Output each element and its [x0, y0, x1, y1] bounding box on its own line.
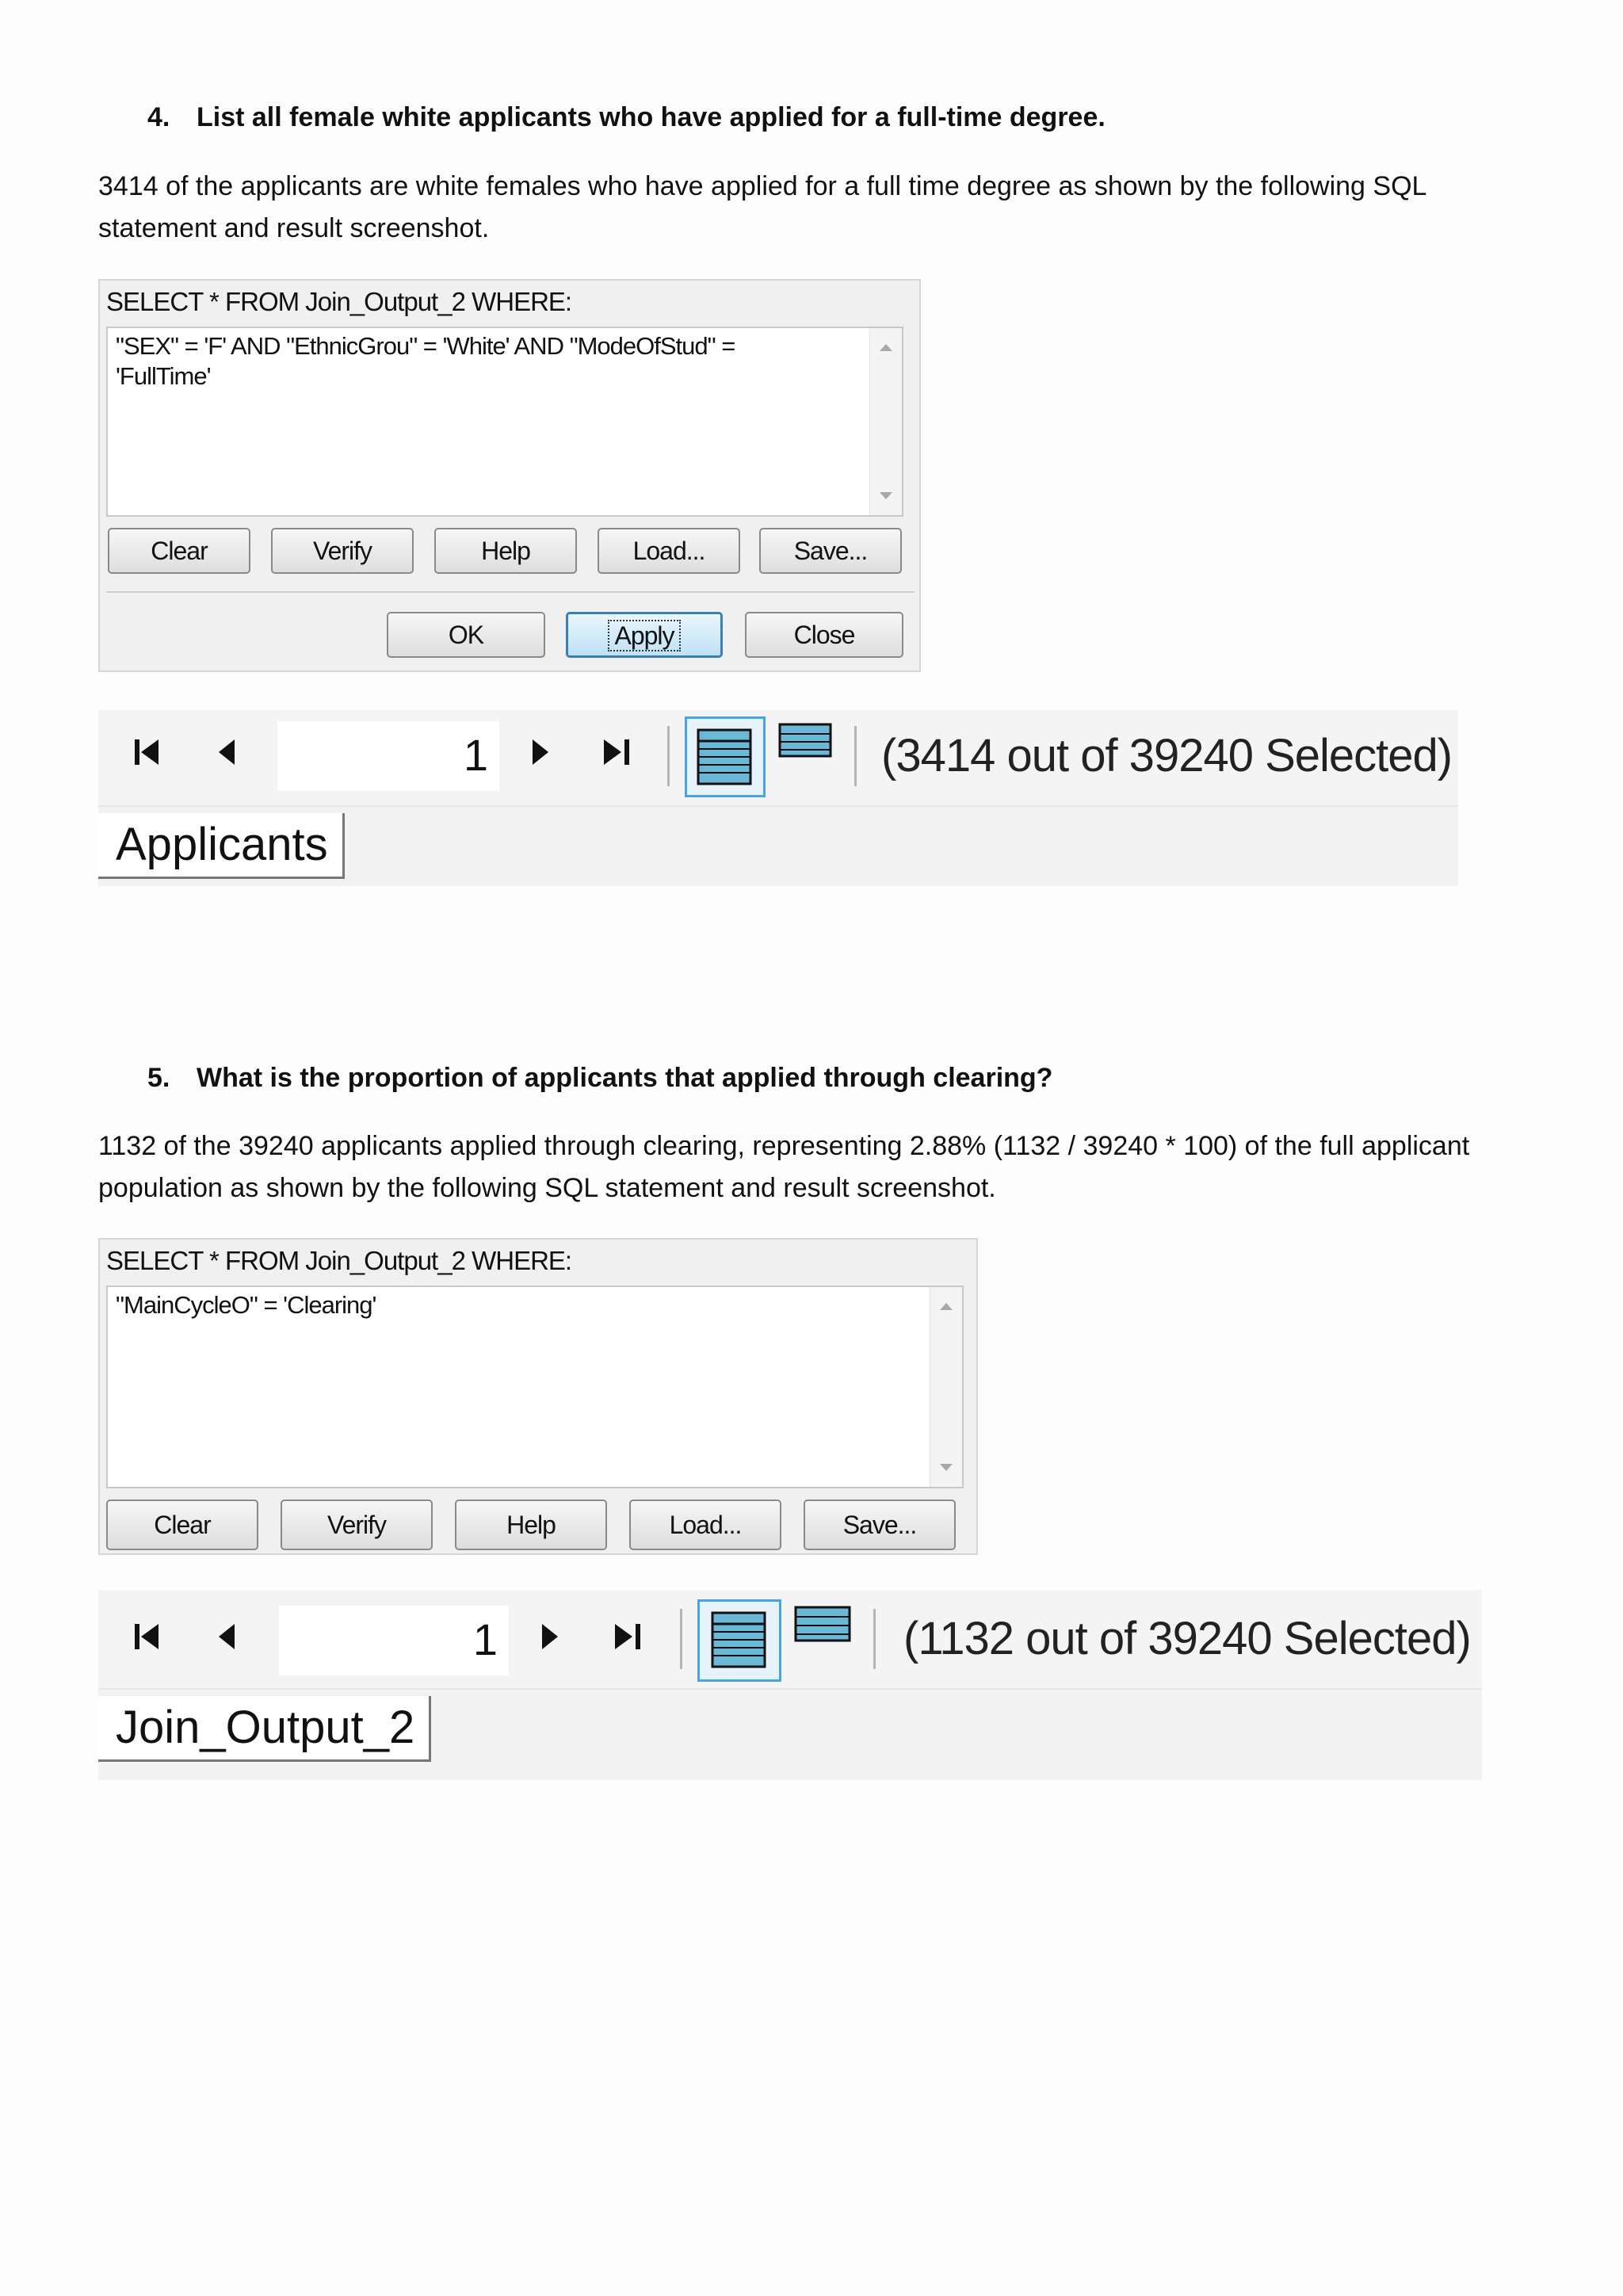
- table-toolbar-5: [98, 1590, 1482, 1780]
- next-record-icon[interactable]: [528, 734, 552, 781]
- save-button[interactable]: Save...: [804, 1499, 956, 1550]
- answer-4-text: 3414 of the applicants are white females who have applied for a full time degree as shown by the following SQL statement and result screenshot.: [98, 171, 1426, 243]
- load-button[interactable]: Load...: [629, 1499, 781, 1550]
- current-record-input[interactable]: 1: [277, 721, 499, 791]
- query-label: SELECT * FROM Join_Output_2 WHERE:: [106, 287, 572, 316]
- scroll-up-icon[interactable]: [880, 344, 892, 351]
- question-number: 4.: [147, 102, 170, 132]
- table-tab[interactable]: Applicants: [98, 813, 345, 879]
- show-all-records-icon[interactable]: [697, 1599, 781, 1682]
- apply-label: Apply: [609, 621, 678, 650]
- record-navigation-bar: [98, 710, 1458, 807]
- question-4-heading: [147, 100, 1106, 135]
- toolbar-separator: [667, 726, 670, 786]
- scroll-down-icon[interactable]: [940, 1464, 953, 1471]
- sql-expression-input[interactable]: [106, 327, 903, 517]
- sql-query-dialog-5: [98, 1238, 978, 1555]
- selection-count: (3414 out of 39240 Selected): [881, 730, 1453, 781]
- scroll-up-icon[interactable]: [940, 1303, 953, 1310]
- question-5-heading: [147, 1060, 1052, 1095]
- last-record-icon[interactable]: [612, 1618, 643, 1666]
- first-record-icon[interactable]: [132, 734, 163, 781]
- record-navigation-bar: [98, 1590, 1482, 1690]
- previous-record-icon[interactable]: [216, 734, 239, 781]
- verify-button[interactable]: Verify: [281, 1499, 433, 1550]
- show-all-records-icon[interactable]: [685, 716, 766, 797]
- help-button[interactable]: Help: [455, 1499, 607, 1550]
- toolbar-separator: [854, 726, 857, 786]
- vertical-scrollbar[interactable]: [869, 328, 902, 515]
- load-button[interactable]: Load...: [598, 528, 740, 574]
- close-button[interactable]: Close: [745, 612, 903, 658]
- query-line: 'FullTime': [116, 362, 211, 390]
- sql-expression-input[interactable]: [106, 1286, 964, 1488]
- current-record-input[interactable]: 1: [279, 1606, 509, 1675]
- previous-record-icon[interactable]: [216, 1618, 239, 1666]
- scroll-down-icon[interactable]: [880, 492, 892, 499]
- ok-button[interactable]: OK: [387, 612, 545, 658]
- clear-button[interactable]: Clear: [108, 528, 250, 574]
- next-record-icon[interactable]: [537, 1618, 561, 1666]
- clear-button[interactable]: Clear: [106, 1499, 258, 1550]
- dialog-divider: [106, 591, 915, 593]
- toolbar-separator: [680, 1609, 682, 1669]
- selection-count: (1132 out of 39240 Selected): [903, 1613, 1471, 1664]
- show-selected-records-icon[interactable]: [777, 721, 834, 761]
- last-record-icon[interactable]: [601, 734, 632, 781]
- help-button[interactable]: Help: [434, 528, 577, 574]
- verify-button[interactable]: Verify: [271, 528, 414, 574]
- show-selected-records-icon[interactable]: [792, 1604, 853, 1645]
- apply-button[interactable]: [566, 612, 723, 658]
- query-label: SELECT * FROM Join_Output_2 WHERE:: [106, 1246, 572, 1275]
- query-line: "SEX" = 'F' AND "EthnicGrou" = 'White' AND "ModeOfStud" =: [116, 332, 735, 360]
- question-text: List all female white applicants who have applied for a full-time degree.: [197, 102, 1106, 132]
- table-tab[interactable]: Join_Output_2: [98, 1696, 431, 1762]
- answer-5-text: 1132 of the 39240 applicants applied through clearing, representing 2.88% (1132 / 39240 * 100) of the full applicant population as shown by the following SQL statement and result screenshot.: [98, 1131, 1470, 1203]
- first-record-icon[interactable]: [132, 1618, 163, 1666]
- save-button[interactable]: Save...: [759, 528, 902, 574]
- question-text: What is the proportion of applicants that applied through clearing?: [197, 1063, 1053, 1093]
- sql-query-dialog-4: [98, 279, 921, 672]
- question-number: 5.: [147, 1063, 170, 1093]
- vertical-scrollbar[interactable]: [930, 1287, 962, 1487]
- table-toolbar-4: [98, 710, 1458, 886]
- query-line: "MainCycleO" = 'Clearing': [116, 1291, 376, 1319]
- toolbar-separator: [873, 1609, 876, 1669]
